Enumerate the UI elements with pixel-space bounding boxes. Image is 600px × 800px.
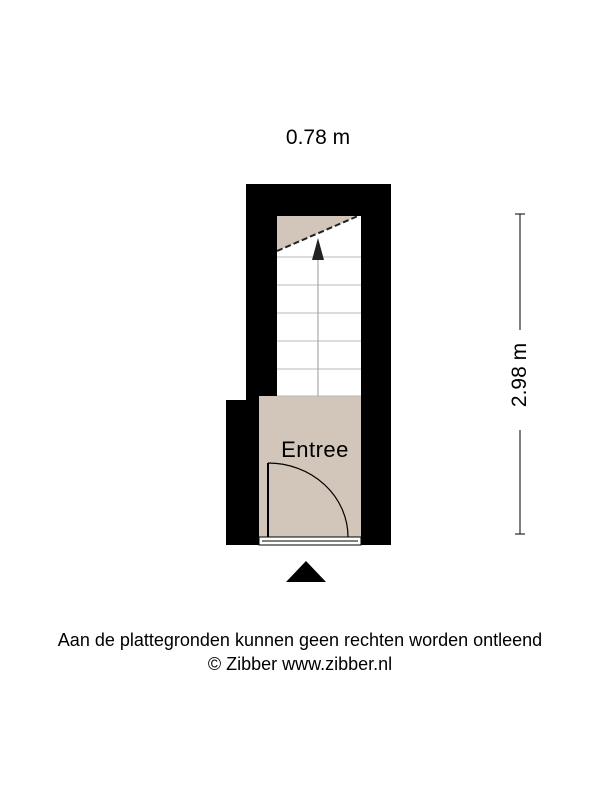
disclaimer-text: Aan de plattegronden kunnen geen rechten worden ontleend (57, 630, 543, 650)
entree-floor (259, 396, 361, 537)
triangle-up-icon (286, 561, 326, 582)
width-dimension-label: 0.78 m (285, 126, 351, 149)
copyright-text: © Zibber www.zibber.nl (207, 654, 393, 674)
room-label-entree: Entree (281, 437, 349, 462)
height-dimension-label: 2.98 m (508, 342, 531, 408)
